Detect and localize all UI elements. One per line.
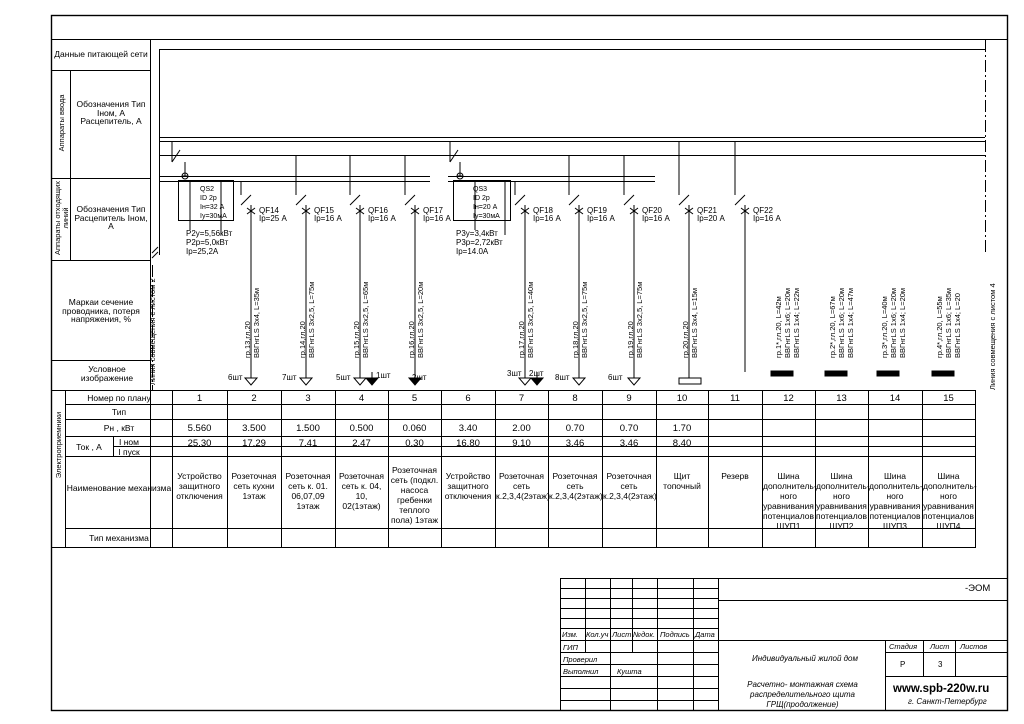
group2-power: Р3у=3,4кВт Р3р=2,72кВт Iр=14.0А <box>456 229 503 256</box>
mechanism-name-cell: Шина дополнитель- ного уравнивания потенциалов ШУП1 <box>763 471 817 532</box>
socket-symbol <box>354 378 366 385</box>
tb-gip: ГИП <box>563 643 578 652</box>
breaker-rating: Iр=16 А <box>642 214 670 223</box>
socket-symbol <box>519 378 531 385</box>
cable-spec: ВВГнгLS 1х6; L=20м <box>837 287 846 358</box>
breaker-rating: Iр=16 А <box>587 214 615 223</box>
cable-spec: гр.13,гл.20 <box>243 321 252 358</box>
symbol-count: 6шт <box>608 373 623 382</box>
mech-type-label: Тип механизма <box>89 533 149 543</box>
cable-spec: ВВГнгLS 3х2,5, L=65м <box>361 281 370 358</box>
plan-number-cell: 14 <box>889 393 901 404</box>
mechanism-name-cell: Шина дополнитель- ного уравнивания потенциалов ШУП2 <box>816 471 870 532</box>
symbol-count: 8шт <box>555 373 570 382</box>
plan-number-cell: 4 <box>358 393 365 404</box>
symbol-count: 6шт <box>228 373 243 382</box>
stage-header: Стадия <box>889 642 918 651</box>
cable-spec: гр.14,гл.20 <box>298 321 307 358</box>
cable-spec: ВВГнгLS 1х6; L=20м <box>783 287 792 358</box>
symbol-count: 2шт <box>412 373 427 382</box>
power-cell: 0.70 <box>619 423 639 434</box>
inom-cell: 8.40 <box>672 438 692 449</box>
plan-number-cell: 6 <box>465 393 471 404</box>
symbol-label: Условное изображение <box>80 364 134 383</box>
receivers-label: Электроприемники <box>54 411 63 479</box>
cable-spec: ВВГнгLS 3х4, L=35м <box>252 287 261 358</box>
breaker-name: QF20 <box>642 206 663 215</box>
plan-number-label: Номер по плану <box>87 393 151 403</box>
plan-number-cell: 8 <box>572 393 578 404</box>
cable-spec: ВВГнгLS 3х2,5, L=40м <box>526 281 535 358</box>
tb-h-kol: Кол.уч <box>586 630 609 639</box>
city: г. Санкт-Петербург <box>908 697 987 706</box>
mechanism-name-cell: Шина дополнитель- ного уравнивания потенциалов ШУП4 <box>923 471 977 532</box>
plan-number-cell: 10 <box>676 393 688 404</box>
equipotential-bus-symbol <box>877 371 899 376</box>
inom-label: I ном <box>119 437 139 447</box>
symbol-count: 1шт <box>376 371 391 380</box>
cable-spec: гр.18,гл.20 <box>571 321 580 358</box>
current-label: Ток , А <box>76 442 102 452</box>
symbol-count: 7шт <box>282 373 297 382</box>
breaker-switch <box>569 195 579 205</box>
sheet-value: 3 <box>938 660 943 669</box>
mechanism-name-cell: Розеточная сеть к.2,3,4(2этаж) <box>549 471 603 502</box>
power-cell: 1.70 <box>672 423 692 434</box>
power-cell: 5.560 <box>187 423 212 434</box>
symbol-count: 2шт <box>529 369 544 378</box>
breaker-name: QF16 <box>368 206 389 215</box>
cable-spec: ВВГнгLS 3х2,5, L=20м <box>416 281 425 358</box>
breaker-rating: Iр=20 А <box>697 214 725 223</box>
breaker-name: QF19 <box>587 206 608 215</box>
power-cell: 0.70 <box>565 423 585 434</box>
power-cell: 1.500 <box>296 423 320 434</box>
socket-symbol <box>245 378 257 385</box>
breaker-rating: Iр=16 А <box>368 214 396 223</box>
cable-spec: гр.20,гл.20 <box>681 321 690 358</box>
cable-spec: гр.2*,гл.20, L=67м <box>828 296 837 358</box>
breaker-switch <box>624 195 634 205</box>
tb-done: Выполнил <box>563 667 599 676</box>
ipusk-label: I пуск <box>118 447 140 457</box>
tb-h-list: Лист <box>612 630 632 639</box>
mechanism-name-cell: Розеточная сеть (подкл. насоса гребенки теплого пола) 1этаж <box>390 465 439 526</box>
cable-spec: ВВГнгLS 1х6; L=20м <box>889 287 898 358</box>
tb-checked: Проверил <box>563 655 598 664</box>
cable-spec: гр.4*,гл.20, L=55м <box>935 296 944 358</box>
cable-spec: гр.3*,гл.20, L=40м <box>880 296 889 358</box>
cable-spec: ВВГнгLS 1х4; L=47м <box>846 287 855 358</box>
tb-h-doc: №док. <box>633 630 656 639</box>
breaker-switch <box>350 195 360 205</box>
symbol-count: 5шт <box>336 373 351 382</box>
power-label: Рн , кВт <box>103 423 135 433</box>
mech-name-label: Наименование механизма <box>66 483 172 493</box>
breaker-rating: Iр=16 А <box>423 214 451 223</box>
doc-code: -ЭОМ <box>965 583 991 594</box>
cable-spec: гр.1*,гл.20, L=42м <box>774 296 783 358</box>
plan-number-cell: 15 <box>943 393 954 404</box>
socket-symbol <box>628 378 640 385</box>
outgoing-desc-label: Обозначения Тип Расцепитель Iном, А <box>74 204 148 231</box>
breaker-rating: Iр=16 А <box>314 214 342 223</box>
cable-spec: ВВГнгLS 3х2,5, L=75м <box>580 281 589 358</box>
breaker-switch <box>241 195 251 205</box>
cable-spec: ВВГнгLS 1х4; L=22м <box>792 287 801 358</box>
plan-number-cell: 12 <box>783 393 794 404</box>
plan-number-cell: 3 <box>305 393 311 404</box>
breaker-rating: Iр=16 А <box>753 214 781 223</box>
right-sheet-link: Линия совмещения с листом 4 <box>988 283 997 390</box>
panel-symbol <box>679 378 701 384</box>
inom-cell: 2.47 <box>352 438 371 449</box>
breaker-rating: Iр=16 А <box>533 214 561 223</box>
breaker-name: QF14 <box>259 206 280 215</box>
plan-number-cell: 9 <box>626 393 632 404</box>
cable-spec: гр.19,гл.20 <box>626 321 635 358</box>
mechanism-name-cell: Розеточная сеть к. 01. 06,07,09 1этаж <box>285 471 331 512</box>
cable-spec: гр.15,гл.20 <box>352 321 361 358</box>
power-cell: 0.060 <box>402 423 427 434</box>
left-sheet-link: Линия совмещения с листом 2 <box>148 278 157 385</box>
mechanism-name-cell: Розеточная сеть к. 04, 10, 02(1этаж) <box>339 471 384 512</box>
qs3-label: QS3 ID 2p Iн=20 А Iу=30мА <box>473 186 500 220</box>
cable-spec: ВВГнгLS 3х4, L=15м <box>690 287 699 358</box>
tb-done-name: Кушта <box>617 667 642 676</box>
supply-label: Данные питающей сети <box>54 49 148 59</box>
website: www.spb-220w.ru <box>893 683 990 695</box>
equipotential-bus-symbol <box>932 371 954 376</box>
cable-spec: ВВГнгLS 1х4; L=20м <box>898 287 907 358</box>
outgoing-label: Аппараты отходящих линий <box>53 180 71 256</box>
inom-cell: 17.29 <box>242 438 266 449</box>
inom-cell: 16.80 <box>456 438 480 449</box>
type-label: Тип <box>111 407 127 417</box>
drawing-frame <box>52 16 1008 711</box>
cable-spec: ВВГнгLS 1х4; L=20 <box>953 293 962 358</box>
tb-h-sign: Подпись <box>660 630 690 639</box>
mechanism-name-cell: Щит топочный <box>663 471 701 492</box>
socket-symbol <box>300 378 312 385</box>
cable-spec: ВВГнгLS 1х6; L=35м <box>944 287 953 358</box>
plan-number-cell: 11 <box>730 393 740 404</box>
tb-h-izm: Изм. <box>562 630 578 639</box>
breaker-switch <box>679 195 689 205</box>
mechanism-name-cell: Розеточная сеть к.2,3,4(2этаж) <box>496 471 550 502</box>
mechanism-name-cell: Розеточная сеть к.2,3,4(2этаж) <box>603 471 657 502</box>
cable-spec: ВВГнгLS 3х2,5, L=75м <box>635 281 644 358</box>
sheets-header: Листов <box>960 642 988 651</box>
plan-number-cell: 7 <box>518 393 525 404</box>
tb-h-date: Дата <box>695 630 715 639</box>
breaker-name: QF18 <box>533 206 554 215</box>
sheet-header: Лист <box>930 642 950 651</box>
drawing-description: Расчетно- монтажная схема распределительного щита ГРЩ(продолжение) <box>747 680 858 709</box>
breaker-switch <box>296 195 306 205</box>
socket-symbol <box>573 378 585 385</box>
socket-symbol <box>531 378 543 385</box>
equipotential-bus-symbol <box>771 371 793 376</box>
cable-spec: гр.17,гл.20 <box>517 321 526 358</box>
symbol-count: 3шт <box>507 369 522 378</box>
plan-number-cell: 5 <box>411 393 418 404</box>
inom-cell: 0.30 <box>405 438 424 449</box>
mechanism-name-cell: Шина дополнитель- ного уравнивания потенциалов ШУП3 <box>869 471 923 532</box>
inom-cell: 3.46 <box>619 438 639 449</box>
plan-number-cell: 2 <box>251 393 257 404</box>
inom-cell: 3.46 <box>565 438 585 449</box>
mechanism-name-cell: Устройство защитного отключения <box>176 471 223 502</box>
breaker-switch <box>515 195 525 205</box>
power-cell: 3.40 <box>458 423 478 434</box>
breaker-rating: Iр=25 А <box>259 214 287 223</box>
input-desc-label: Обозначения Тип Iном, А Расцепитель, А <box>76 99 146 126</box>
object-name: Индивидуальный жилой дом <box>752 654 858 663</box>
inom-cell: 25.30 <box>187 438 212 449</box>
inom-cell: 7.41 <box>298 438 318 449</box>
input-devices-label: Аппараты ввода <box>57 94 66 152</box>
mechanism-name-cell: Розеточная сеть кухни 1этаж <box>231 471 277 502</box>
qs2-label: QS2 ID 2p Iн=32 А Iу=30мА <box>200 186 227 220</box>
cable-spec: ВВГнгLS 3х2,5, L=75м <box>307 281 316 358</box>
power-cell: 2.00 <box>512 423 531 434</box>
breaker-switch <box>735 195 745 205</box>
cable-label: Маркаи сечение проводника, потеря напряжения, % <box>62 297 140 324</box>
cable-spec: гр.16,гл.20 <box>407 321 416 358</box>
breaker-name: QF22 <box>753 206 774 215</box>
breaker-name: QF21 <box>697 206 718 215</box>
plan-number-cell: 1 <box>196 393 203 404</box>
group1-power: Р2у=5,56кВт Р2р=5,0кВт Iр=25,2А <box>186 229 233 256</box>
stage-value: Р <box>900 660 906 669</box>
power-cell: 3.500 <box>242 423 266 434</box>
power-cell: 0.500 <box>349 423 374 434</box>
mechanism-name-cell: Резерв <box>721 471 749 481</box>
mechanism-name-cell: Устройство защитного отключения <box>444 471 492 502</box>
breaker-name: QF15 <box>314 206 335 215</box>
plan-number-cell: 13 <box>836 393 847 404</box>
breaker-name: QF17 <box>423 206 444 215</box>
breaker-switch <box>405 195 415 205</box>
equipotential-bus-symbol <box>825 371 847 376</box>
inom-cell: 9.10 <box>512 438 531 449</box>
